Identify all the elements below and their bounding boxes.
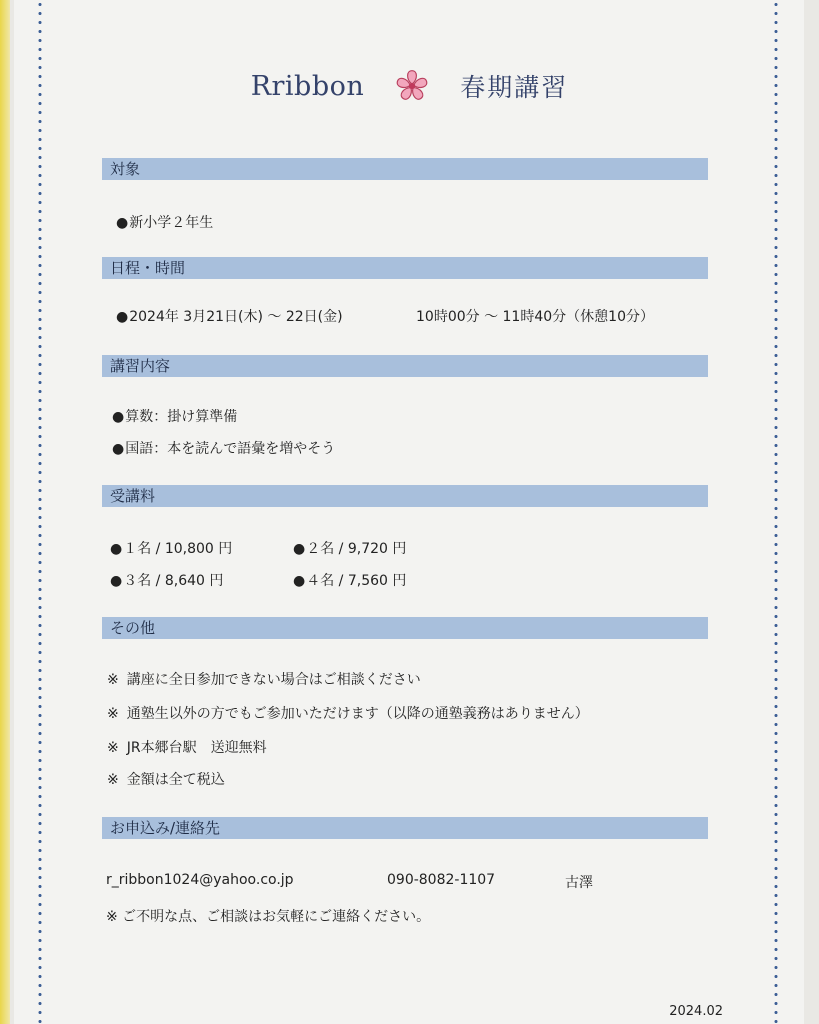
fee-item-4: ● ４名 / 7,560 円: [293, 570, 406, 590]
target-item: ● 新小学２年生: [116, 212, 213, 232]
other-note-4: ※ 金額は全て税込: [107, 772, 225, 788]
fee-item-1: ● １名 / 10,800 円: [110, 538, 232, 558]
other-note-1: ※ 講座に全日参加できない場合はご相談ください: [107, 672, 421, 688]
fee-item-3: ● ３名 / 8,640 円: [110, 570, 223, 590]
schedule-date: ● 2024年 3月21日(木) ～ 22日(金): [116, 306, 343, 326]
other-heading: その他: [102, 617, 708, 639]
schedule-heading: 日程・時間: [102, 257, 708, 279]
right-dotted-border: [774, 0, 778, 1024]
left-dotted-border: [38, 0, 42, 1024]
course-title: 春期講習: [460, 73, 569, 102]
target-heading: 対象: [102, 158, 708, 180]
fee-heading: 受講料: [102, 485, 708, 507]
issue-date: 2024.02: [669, 1004, 723, 1019]
cherry-blossom-icon: [394, 68, 430, 104]
schedule-time: 10時00分 ～ 11時40分（休憩10分）: [416, 309, 654, 325]
contact-heading: お申込み/連絡先: [102, 817, 708, 839]
flyer-paper: [14, 0, 804, 1024]
other-note-3: ※ JR本郷台駅 送迎無料: [107, 740, 267, 756]
contact-note: ※ ご不明な点、ご相談はお気軽にご連絡ください。: [106, 909, 431, 925]
content-heading: 講習内容: [102, 355, 708, 377]
fee-item-2: ● ２名 / 9,720 円: [293, 538, 406, 558]
content-item-japanese: ● 国語：本を読んで語彙を増やそう: [112, 438, 335, 458]
page-title: [0, 68, 819, 104]
contact-email: r_ribbon1024@yahoo.co.jp: [106, 872, 294, 888]
contact-phone: 090-8082-1107: [387, 872, 496, 888]
other-note-2: ※ 通塾生以外の方でもご参加いただけます（以降の通塾義務はありません）: [107, 706, 589, 722]
content-item-math: ● 算数：掛け算準備: [112, 406, 237, 426]
brand-name: Rribbon: [250, 70, 365, 102]
yellow-background-edge: [0, 0, 10, 1024]
contact-name: 古澤: [565, 875, 593, 891]
